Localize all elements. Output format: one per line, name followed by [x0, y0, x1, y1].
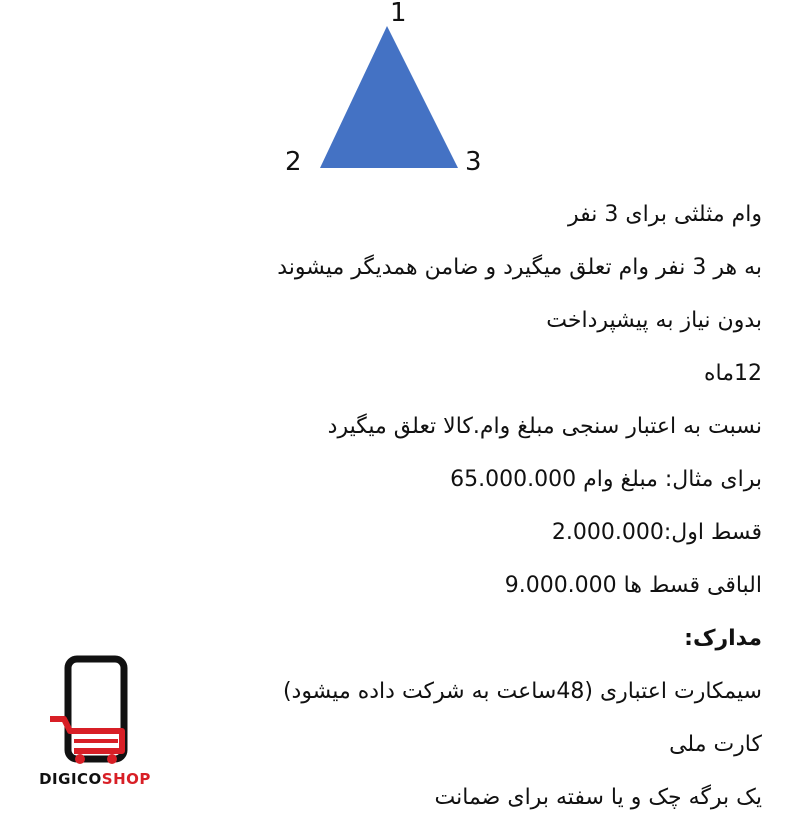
- logo-wordmark: [30, 770, 160, 788]
- phone-cart-icon: [30, 655, 160, 767]
- line-duration: 12ماه: [703, 361, 762, 386]
- loan-triangle-diagram: [280, 0, 500, 180]
- documents-heading: مدارک:: [684, 626, 762, 651]
- logo-text-digico: DIGICO: [39, 770, 102, 788]
- line-no-prepayment: بدون نیاز به پیشپرداخت: [546, 308, 762, 333]
- doc-item-cheque: یک برگه چک و یا سفته برای ضمانت: [434, 785, 762, 810]
- vertex-label-2: 2: [285, 147, 302, 177]
- line-guarantee: به هر 3 نفر وام تعلق میگیرد و ضامن همدیگر میشوند: [277, 255, 762, 280]
- vertex-label-1: 1: [390, 0, 407, 28]
- line-remaining-installments: الباقی قسط ها 9.000.000: [504, 573, 762, 598]
- logo-text-shop: SHOP: [101, 770, 151, 788]
- loan-description: [142, 200, 762, 836]
- loan-title: وام مثلثی برای 3 نفر: [567, 202, 762, 227]
- vertex-label-3: 3: [465, 147, 482, 177]
- line-credit-check: نسبت به اعتبار سنجی مبلغ وام.کالا تعلق میگیرد: [327, 414, 762, 439]
- doc-item-simcard: سیمکارت اعتباری (48ساعت به شرکت داده میشود): [282, 679, 762, 704]
- digicoshop-logo: [30, 655, 160, 790]
- doc-item-national-card: کارت ملی: [669, 732, 762, 757]
- triangle-shape: [320, 26, 458, 168]
- line-example-amount: برای مثال: مبلغ وام 65.000.000: [450, 467, 762, 492]
- line-first-installment: قسط اول:2.000.000: [551, 520, 762, 545]
